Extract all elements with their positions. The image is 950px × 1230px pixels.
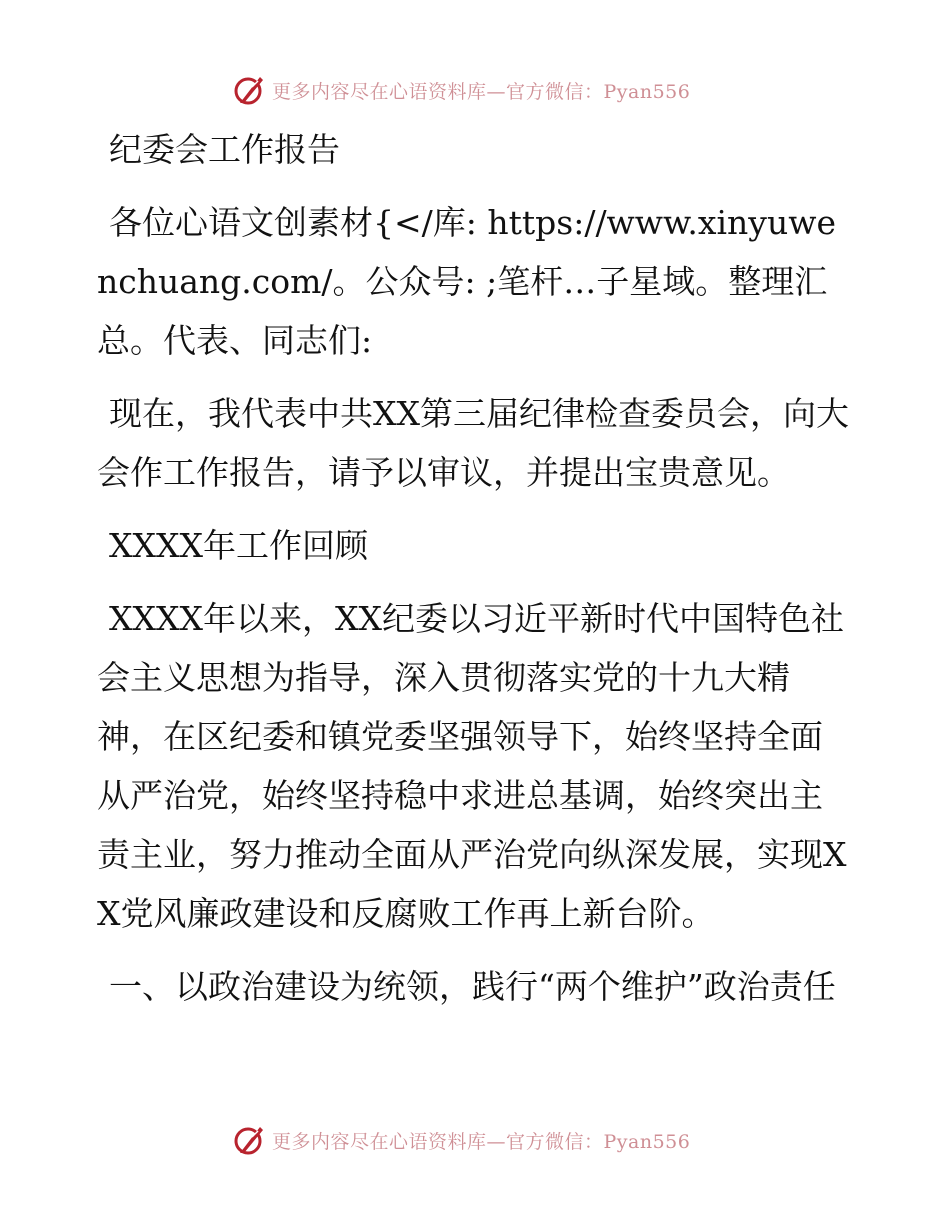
watermark-text: 更多内容尽在心语资料库—官方微信：Pyan556 bbox=[272, 1130, 691, 1153]
header-watermark bbox=[232, 72, 712, 108]
document-title: 纪委会工作报告 bbox=[109, 130, 340, 169]
quill-pen-icon bbox=[232, 73, 266, 107]
section-heading-review: XXXX年工作回顾 bbox=[109, 526, 368, 565]
section-heading-one: 一、以政治建设为统领，践行“两个维护”政治责任 bbox=[109, 967, 836, 1006]
paragraph-greeting: 各位心语文创素材{</库: https://www.xinyuwenchuang.com/。公众号: ;笔杆…子星域。整理汇总。代表、同志们: bbox=[97, 203, 836, 360]
footer-watermark bbox=[232, 1122, 712, 1158]
watermark-text: 更多内容尽在心语资料库—官方微信：Pyan556 bbox=[272, 80, 691, 103]
paragraph-review: XXXX年以来，XX纪委以习近平新时代中国特色社会主义思想为指导，深入贯彻落实党的十九大精神，在区纪委和镇党委坚强领导下，始终坚持全面从严治党，始终坚持稳中求进总基调，始终突出主责主业，努力推动全面从严治党向纵深发展，实现XX党风廉政建设和反腐败工作再上新台阶。 bbox=[97, 599, 847, 933]
document-body bbox=[97, 120, 852, 1030]
quill-pen-icon bbox=[232, 1123, 266, 1157]
paragraph-intro: 现在，我代表中共XX第三届纪律检查委员会，向大会作工作报告，请予以审议，并提出宝贵意见。 bbox=[97, 394, 849, 492]
